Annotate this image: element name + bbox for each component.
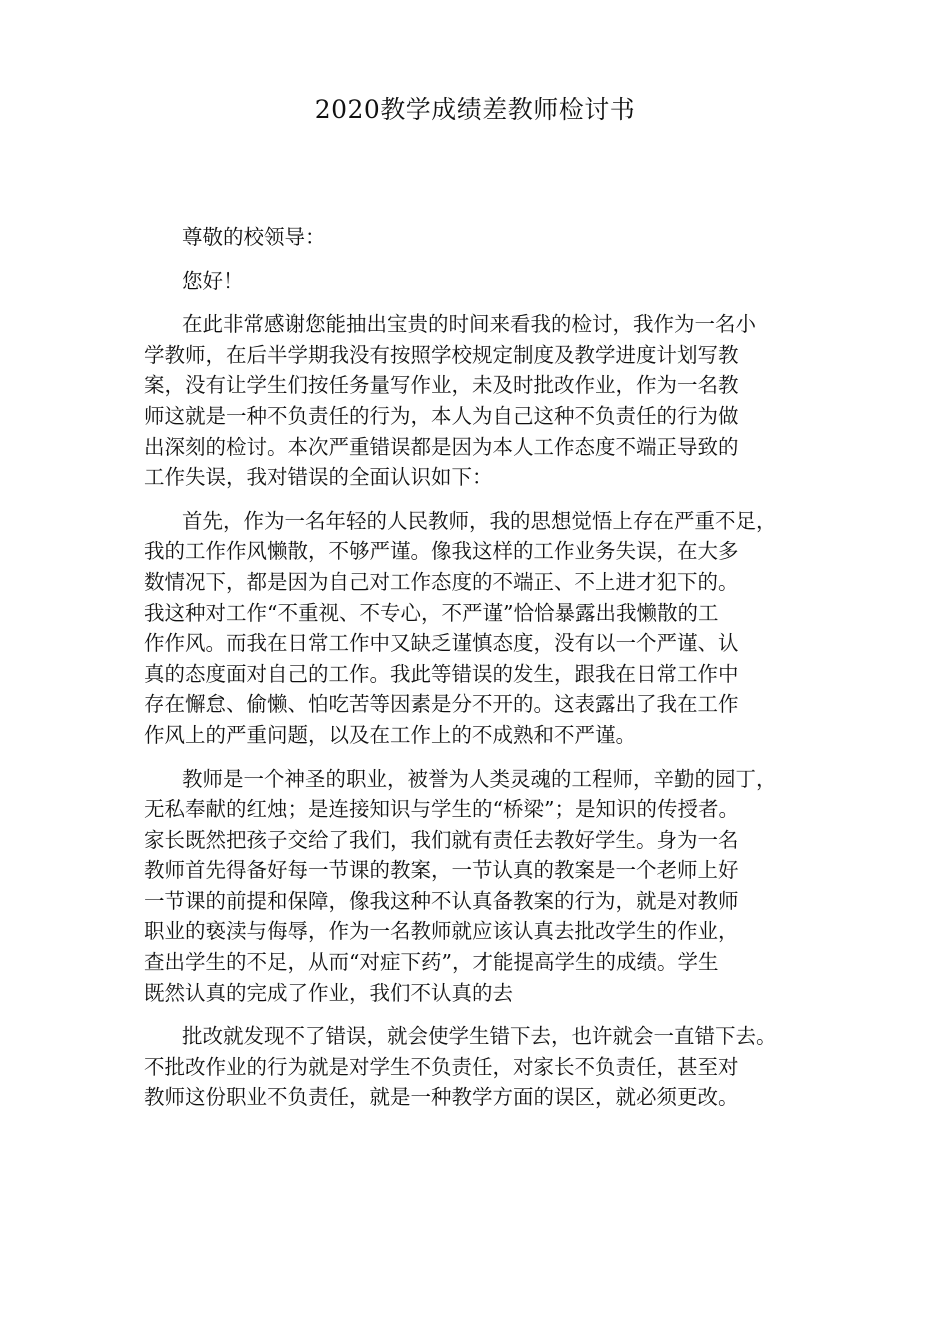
salutation-text: 尊敬的校领导： <box>182 225 326 249</box>
paragraph-line: 我这种对工作“不重视、不专心，不严谨”恰恰暴露出我懒散的工 <box>144 600 719 625</box>
paragraph-line: 一节课的前提和保障，像我这种不认真备教案的行为，就是对教师 <box>144 888 739 913</box>
paragraph-3 <box>144 764 834 1009</box>
paragraph-line: 无私奉献的红烛；是连接知识与学生的“桥梁”；是知识的传授者。 <box>144 797 739 822</box>
paragraph-line: 我的工作作风懒散，不够严谨。像我这样的工作业务失误，在大多 <box>144 539 739 564</box>
paragraph-line: 工作失误，我对错误的全面认识如下： <box>144 465 493 490</box>
paragraph-4 <box>144 1021 834 1113</box>
paragraph-line: 真的态度面对自己的工作。我此等错误的发生，跟我在日常工作中 <box>144 661 739 686</box>
paragraph-line: 学教师，在后半学期我没有按照学校规定制度及教学进度计划写教 <box>144 342 739 367</box>
paragraph-line: 不批改作业的行为就是对学生不负责任，对家长不负责任，甚至对 <box>144 1054 739 1079</box>
salutation <box>144 222 834 253</box>
paragraph-line: 家长既然把孩子交给了我们，我们就有责任去教好学生。身为一名 <box>144 827 739 852</box>
paragraph-line: 教师是一个神圣的职业，被誉为人类灵魂的工程师，辛勤的园丁， <box>182 766 777 791</box>
paragraph-1 <box>144 309 834 493</box>
greeting-text: 您好！ <box>182 268 244 293</box>
paragraph-line: 查出学生的不足，从而“对症下药”，才能提高学生的成绩。学生 <box>144 950 719 975</box>
paragraph-line: 作风上的严重问题，以及在工作上的不成熟和不严谨。 <box>144 722 636 747</box>
paragraph-line: 职业的亵渎与侮辱，作为一名教师就应该认真去批改学生的作业， <box>144 919 739 944</box>
paragraph-line: 教师这份职业不负责任，就是一种教学方面的误区，就必须更改。 <box>144 1085 739 1110</box>
document-title: 2020教学成绩差教师检讨书 <box>314 95 636 124</box>
document-body <box>144 222 834 1113</box>
paragraph-line: 出深刻的检讨。本次严重错误都是因为本人工作态度不端正导致的 <box>144 434 739 459</box>
paragraph-line: 数情况下，都是因为自己对工作态度的不端正、不上进才犯下的。 <box>144 569 739 594</box>
paragraph-line: 在此非常感谢您能抽出宝贵的时间来看我的检讨，我作为一名小 <box>182 312 756 337</box>
paragraph-line: 既然认真的完成了作业，我们不认真的去 <box>144 980 513 1005</box>
paragraph-2 <box>144 506 834 751</box>
greeting <box>144 266 834 297</box>
paragraph-line: 批改就发现不了错误，就会使学生错下去，也许就会一直错下去。 <box>182 1024 777 1049</box>
paragraph-line: 存在懈怠、偷懒、怕吃苦等因素是分不开的。这表露出了我在工作 <box>144 692 739 717</box>
paragraph-line: 案，没有让学生们按任务量写作业，未及时批改作业，作为一名教 <box>144 373 739 398</box>
paragraph-line: 作作风。而我在日常工作中又缺乏谨慎态度，没有以一个严谨、认 <box>144 631 739 656</box>
paragraph-line: 师这就是一种不负责任的行为，本人为自己这种不负责任的行为做 <box>144 403 739 428</box>
paragraph-line: 首先，作为一名年轻的人民教师，我的思想觉悟上存在严重不足， <box>182 508 777 533</box>
paragraph-line: 教师首先得备好每一节课的教案，一节认真的教案是一个老师上好 <box>144 858 739 883</box>
